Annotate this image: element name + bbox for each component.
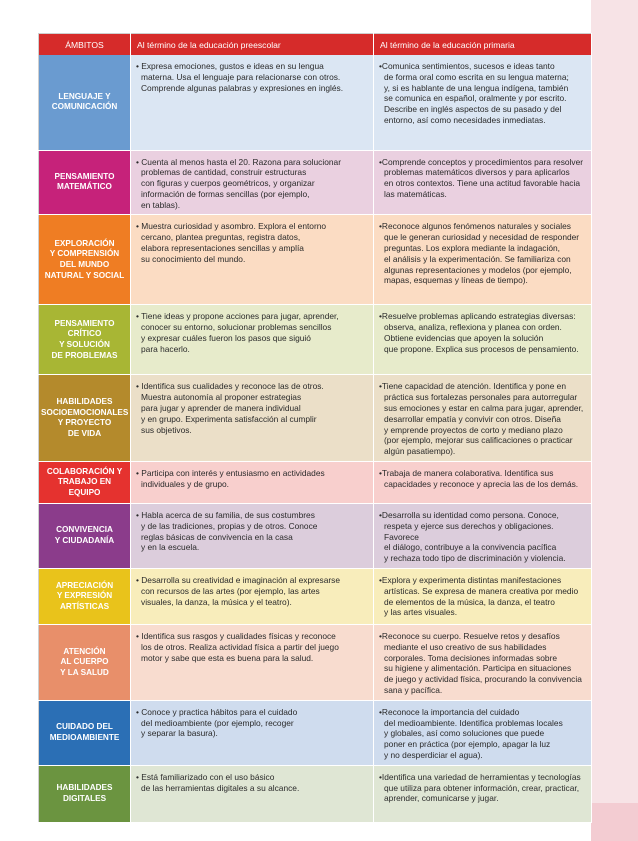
side-color-strip (591, 0, 638, 841)
ambito-label: HABILIDADES SOCIOEMOCIONALES Y PROYECTO DE VIDA (39, 375, 131, 462)
table-row (39, 305, 592, 375)
side-strip-marker (591, 803, 638, 841)
table-row (39, 504, 592, 569)
table-row (39, 55, 592, 150)
primaria-cell (374, 569, 592, 625)
ambito-label: CUIDADO DEL MEDIOAMBIENTE (39, 700, 131, 765)
preescolar-cell (131, 375, 374, 462)
preescolar-cell (131, 765, 374, 822)
preescolar-text: • Desarrolla su creatividad e imaginación al expresarse con recursos de las artes (por ejemplo, las artes visuales, la danza, la música y el teatro). (136, 575, 341, 607)
table-row (39, 625, 592, 701)
primaria-text: •Desarrolla su identidad como persona. Conoce, respeta y ejerce sus derechos y obligaciones. Favorece el diálogo, contribuye a la convivencia pacífica y rechaza todo tipo de discriminación y violencia. (379, 510, 566, 564)
profile-table (38, 33, 592, 823)
preescolar-text: • Está familiarizado con el uso básico de las herramientas digitales a su alcance. (136, 771, 300, 793)
preescolar-cell (131, 569, 374, 625)
preescolar-text: • Identifica sus cualidades y reconoce las de otros. Muestra autonomía al proponer estrategias para jugar y aprender de manera individual y en grupo. Experimenta satisfacción al cumplir sus objetivos. (136, 381, 324, 435)
primaria-cell (374, 55, 592, 150)
primaria-text: •Comunica sentimientos, sucesos e ideas tanto de forma oral como escrita en su lengua materna; y, si es hablante de una lengua indígena, también se comunica en español, oralmente y por escrito. Describe en inglés aspectos de su pasado y del entorno, así como necesidades inmediatas. (379, 61, 569, 125)
ambito-label: EXPLORACIÓN Y COMPRENSIÓN DEL MUNDO NATURAL Y SOCIAL (39, 215, 131, 305)
ambito-label: LENGUAJE Y COMUNICACIÓN (39, 55, 131, 150)
table-header-row (39, 34, 592, 56)
ambito-label: APRECIACIÓN Y EXPRESIÓN ARTÍSTICAS (39, 569, 131, 625)
table-row (39, 375, 592, 462)
ambito-label: PENSAMIENTO MATEMÁTICO (39, 150, 131, 215)
header-preescolar: Al término de la educación preescolar (131, 34, 374, 56)
preescolar-text: • Identifica sus rasgos y cualidades físicas y reconoce los de otros. Realiza actividad física a partir del juego motor y sabe que esta es buena para la salud. (136, 631, 339, 663)
preescolar-text: • Tiene ideas y propone acciones para jugar, aprender, conocer su entorno, solucionar problemas sencillos y expresar cuáles fueron los pasos que siguió para hacerlo. (136, 311, 339, 354)
primaria-cell (374, 765, 592, 822)
preescolar-cell (131, 504, 374, 569)
ambito-label: ATENCIÓN AL CUERPO Y LA SALUD (39, 625, 131, 701)
primaria-cell (374, 375, 592, 462)
primaria-text: •Tiene capacidad de atención. Identifica y pone en práctica sus fortalezas personales para autorregular sus emociones y estar en calma para jugar, aprender, desarrollar empatía y convivir con otros. Diseña y emprende proyectos de corto y mediano plazo (por ejemplo, mejorar sus calificaciones o practicar algún pasatiempo). (379, 381, 584, 457)
preescolar-text: • Expresa emociones, gustos e ideas en su lengua materna. Usa el lenguaje para relacionarse con otros. Comprende algunas palabras y expresiones en inglés. (136, 61, 344, 93)
table-row (39, 700, 592, 765)
primaria-text: •Resuelve problemas aplicando estrategias diversas: observa, analiza, reflexiona y planea con orden. Obtiene evidencias que apoyen la solución que propone. Explica sus procesos de pensamiento. (379, 311, 579, 354)
table-row (39, 462, 592, 504)
primaria-text: •Reconoce la importancia del cuidado del medioambiente. Identifica problemas locales y globales, así como soluciones que puede poner en práctica (por ejemplo, apagar la luz y no desperdiciar el agua). (379, 706, 563, 761)
primaria-cell (374, 462, 592, 504)
ambito-label: PENSAMIENTO CRÍTICO Y SOLUCIÓN DE PROBLEMAS (39, 305, 131, 375)
primaria-text: •Identifica una variedad de herramientas y tecnologías que utiliza para obtener información, crear, practicar, aprender, comunicarse y jugar. (379, 771, 581, 804)
ambito-label: CONVIVENCIA Y CIUDADANÍA (39, 504, 131, 569)
primaria-text: •Reconoce algunos fenómenos naturales y sociales que le generan curiosidad y necesidad de responder preguntas. Los explora mediante la indagación, el análisis y la experimentación. Se familiariza con algunas representaciones y modelos (por ejemplo, mapas, esquemas y líneas de tiempo). (379, 221, 580, 286)
preescolar-cell (131, 462, 374, 504)
primaria-cell (374, 504, 592, 569)
table-row (39, 765, 592, 822)
preescolar-text: • Cuenta al menos hasta el 20. Razona para solucionar problemas de cantidad, construir estructuras con figuras y cuerpos geométricos, y organizar información de formas sencillas (por ejemplo, en tablas). (136, 156, 341, 210)
header-primaria: Al término de la educación primaria (374, 34, 592, 56)
table-row (39, 569, 592, 625)
preescolar-text: • Participa con interés y entusiasmo en actividades individuales y de grupo. (136, 468, 325, 489)
preescolar-cell (131, 150, 374, 215)
preescolar-text: • Muestra curiosidad y asombro. Explora el entorno cercano, plantea preguntas, registra datos, elabora representaciones sencillas y amplía su conocimiento del mundo. (136, 221, 327, 264)
primaria-cell (374, 305, 592, 375)
primaria-cell (374, 700, 592, 765)
preescolar-cell (131, 700, 374, 765)
header-ambitos: ÁMBITOS (39, 34, 131, 56)
primaria-cell (374, 150, 592, 215)
primaria-text: •Trabaja de manera colaborativa. Identifica sus capacidades y reconoce y aprecia las de los demás. (379, 468, 579, 489)
table-row (39, 150, 592, 215)
preescolar-cell (131, 305, 374, 375)
primaria-cell (374, 215, 592, 305)
ambito-label: COLABORACIÓN Y TRABAJO EN EQUIPO (39, 462, 131, 504)
table-row (39, 215, 592, 305)
preescolar-cell (131, 215, 374, 305)
preescolar-text: • Conoce y practica hábitos para el cuidado del medioambiente (por ejemplo, recoger y separar la basura). (136, 706, 298, 739)
primaria-cell (374, 625, 592, 701)
ambito-label: HABILIDADES DIGITALES (39, 765, 131, 822)
preescolar-cell (131, 625, 374, 701)
preescolar-cell (131, 55, 374, 150)
primaria-text: •Explora y experimenta distintas manifestaciones artísticas. Se expresa de manera creativa por medio de elementos de la música, la danza, el teatro y las artes visuales. (379, 575, 579, 618)
preescolar-text: • Habla acerca de su familia, de sus costumbres y de las tradiciones, propias y de otros. Conoce reglas básicas de convivencia en la casa y en la escuela. (136, 510, 318, 553)
primaria-text: •Comprende conceptos y procedimientos para resolver problemas matemáticos diversos y para aplicarlos en otros contextos. Tiene una actitud favorable hacia las matemáticas. (379, 156, 584, 199)
primaria-text: •Reconoce su cuerpo. Resuelve retos y desafíos mediante el uso creativo de sus habilidades corporales. Toma decisiones informadas sobre su higiene y alimentación. Participa en situaciones de juego y actividad física, procurando la convivencia sana y pacífica. (379, 631, 582, 696)
